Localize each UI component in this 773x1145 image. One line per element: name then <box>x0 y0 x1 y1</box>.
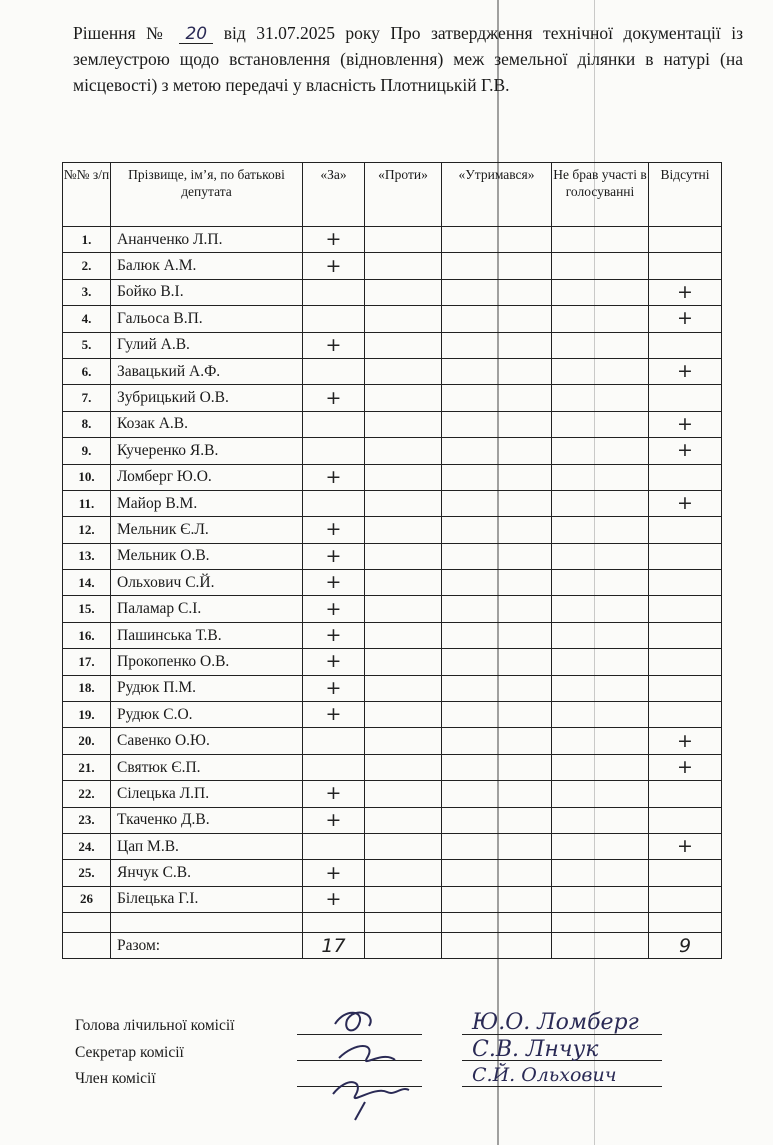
row-number: 10. <box>63 464 111 490</box>
table-row <box>63 860 722 886</box>
row-number: 4. <box>63 306 111 332</box>
vote-mark-for: + <box>303 886 365 912</box>
table-row-total <box>63 933 722 959</box>
vote-cell-for <box>303 358 365 384</box>
deputy-name: Завацький А.Ф. <box>111 358 303 384</box>
vote-cell-against <box>365 754 442 780</box>
col-header-abstain: «Утримався» <box>442 163 552 227</box>
vote-cell-novote <box>552 570 649 596</box>
table-row <box>63 385 722 411</box>
decision-number: 20 <box>179 25 213 44</box>
vote-cell-novote <box>552 833 649 859</box>
vote-cell-against <box>365 490 442 516</box>
vote-cell-absent <box>649 570 722 596</box>
deputy-name: Бойко В.І. <box>111 279 303 305</box>
col-header-against: «Проти» <box>365 163 442 227</box>
row-number: 17. <box>63 649 111 675</box>
vote-cell-absent <box>649 227 722 253</box>
vote-cell-novote <box>552 728 649 754</box>
vote-cell-against <box>365 385 442 411</box>
vote-cell-against <box>365 358 442 384</box>
vote-cell-novote <box>552 490 649 516</box>
deputy-name: Рудюк П.М. <box>111 675 303 701</box>
vote-cell-absent <box>649 464 722 490</box>
table-row <box>63 702 722 728</box>
vote-mark-for: + <box>303 781 365 807</box>
vote-cell-novote <box>552 886 649 912</box>
total-absent: 9 <box>649 933 722 959</box>
vote-mark-absent: + <box>649 728 722 754</box>
vote-cell-against <box>365 253 442 279</box>
table-row <box>63 227 722 253</box>
vote-cell-novote <box>552 464 649 490</box>
col-header-for: «За» <box>303 163 365 227</box>
deputy-name: Янчук С.В. <box>111 860 303 886</box>
col-header-no: №№ з/п <box>63 163 111 227</box>
deputy-name: Прокопенко О.В. <box>111 649 303 675</box>
vote-cell-for <box>303 411 365 437</box>
sig-name-member: С.Й. Ольхович <box>472 1064 617 1086</box>
vote-mark-for: + <box>303 385 365 411</box>
vote-mark-absent: + <box>649 754 722 780</box>
row-number: 1. <box>63 227 111 253</box>
table-row <box>63 675 722 701</box>
vote-mark-for: + <box>303 517 365 543</box>
row-number: 3. <box>63 279 111 305</box>
vote-mark-absent: + <box>649 833 722 859</box>
vote-cell-abstain <box>442 543 552 569</box>
vote-cell-absent <box>649 702 722 728</box>
vote-cell-abstain <box>442 570 552 596</box>
vote-cell-abstain <box>442 833 552 859</box>
decision-header <box>73 20 743 98</box>
row-number: 14. <box>63 570 111 596</box>
vote-cell-abstain <box>442 332 552 358</box>
table-row <box>63 886 722 912</box>
vote-mark-absent: + <box>649 279 722 305</box>
vote-cell-against <box>365 728 442 754</box>
sig-name-chair: Ю.О. Ломберг <box>472 1010 639 1035</box>
table-row <box>63 517 722 543</box>
sig-role-chair: Голова лічильної комісії <box>75 1017 235 1034</box>
vote-mark-for: + <box>303 543 365 569</box>
vote-cell-abstain <box>442 279 552 305</box>
vote-cell-abstain <box>442 596 552 622</box>
vote-cell-against <box>365 596 442 622</box>
vote-mark-absent: + <box>649 438 722 464</box>
handwritten-signature <box>325 1006 415 1124</box>
table-row <box>63 570 722 596</box>
deputy-name: Ткаченко Д.В. <box>111 807 303 833</box>
vote-mark-for: + <box>303 253 365 279</box>
deputy-name: Козак А.В. <box>111 411 303 437</box>
row-number: 19. <box>63 702 111 728</box>
sig-role-member: Член комісії <box>75 1070 156 1087</box>
row-number: 6. <box>63 358 111 384</box>
vote-cell-abstain <box>442 702 552 728</box>
vote-mark-for: + <box>303 807 365 833</box>
vote-mark-for: + <box>303 464 365 490</box>
deputy-name: Пашинська Т.В. <box>111 622 303 648</box>
vote-cell-absent <box>649 543 722 569</box>
row-number: 16. <box>63 622 111 648</box>
vote-mark-for: + <box>303 649 365 675</box>
row-number: 2. <box>63 253 111 279</box>
vote-cell-absent <box>649 781 722 807</box>
vote-cell-abstain <box>442 860 552 886</box>
vote-cell-against <box>365 833 442 859</box>
table-row <box>63 358 722 384</box>
row-number: 20. <box>63 728 111 754</box>
vote-cell-against <box>365 860 442 886</box>
deputy-name: Кучеренко Я.В. <box>111 438 303 464</box>
vote-cell-against <box>365 306 442 332</box>
vote-cell-abstain <box>442 675 552 701</box>
row-number: 25. <box>63 860 111 886</box>
vote-cell-against <box>365 702 442 728</box>
vote-cell-absent <box>649 807 722 833</box>
table-row <box>63 622 722 648</box>
vote-mark-absent: + <box>649 358 722 384</box>
vote-cell-abstain <box>442 306 552 332</box>
vote-cell-abstain <box>442 649 552 675</box>
vote-cell-abstain <box>442 253 552 279</box>
vote-cell-abstain <box>442 622 552 648</box>
vote-cell-against <box>365 543 442 569</box>
vote-cell-abstain <box>442 728 552 754</box>
deputy-name: Ананченко Л.П. <box>111 227 303 253</box>
vote-mark-for: + <box>303 596 365 622</box>
vote-cell-novote <box>552 649 649 675</box>
vote-mark-for: + <box>303 332 365 358</box>
row-number: 8. <box>63 411 111 437</box>
row-number: 12. <box>63 517 111 543</box>
table-body <box>63 227 722 913</box>
vote-cell-absent <box>649 596 722 622</box>
vote-cell-absent <box>649 332 722 358</box>
row-number: 9. <box>63 438 111 464</box>
table-row <box>63 728 722 754</box>
vote-cell-against <box>365 807 442 833</box>
vote-cell-novote <box>552 702 649 728</box>
vote-cell-against <box>365 411 442 437</box>
deputy-name: Балюк А.М. <box>111 253 303 279</box>
vote-cell-for <box>303 279 365 305</box>
table-row <box>63 596 722 622</box>
vote-cell-novote <box>552 279 649 305</box>
row-number: 11. <box>63 490 111 516</box>
row-number: 13. <box>63 543 111 569</box>
table-row <box>63 649 722 675</box>
vote-cell-against <box>365 517 442 543</box>
table-row <box>63 490 722 516</box>
vote-cell-against <box>365 622 442 648</box>
vote-cell-absent <box>649 253 722 279</box>
vote-cell-against <box>365 570 442 596</box>
vote-cell-abstain <box>442 227 552 253</box>
table-row <box>63 807 722 833</box>
vote-cell-against <box>365 464 442 490</box>
deputy-name: Білецька Г.І. <box>111 886 303 912</box>
deputy-name: Ломберг Ю.О. <box>111 464 303 490</box>
table-row <box>63 411 722 437</box>
vote-mark-for: + <box>303 702 365 728</box>
vote-cell-abstain <box>442 517 552 543</box>
vote-cell-absent <box>649 517 722 543</box>
vote-cell-against <box>365 781 442 807</box>
vote-mark-for: + <box>303 227 365 253</box>
deputy-name: Майор В.М. <box>111 490 303 516</box>
voting-table <box>62 162 722 959</box>
vote-cell-abstain <box>442 385 552 411</box>
vote-cell-absent <box>649 886 722 912</box>
vote-cell-for <box>303 728 365 754</box>
total-label: Разом: <box>111 933 303 959</box>
vote-cell-against <box>365 438 442 464</box>
vote-cell-absent <box>649 860 722 886</box>
vote-cell-novote <box>552 438 649 464</box>
vote-cell-abstain <box>442 411 552 437</box>
vote-mark-absent: + <box>649 306 722 332</box>
sig-name-secretary: С.В. Лнчук <box>472 1037 599 1062</box>
vote-cell-for <box>303 438 365 464</box>
table-row <box>63 781 722 807</box>
table-row <box>63 464 722 490</box>
deputy-name: Гулий А.В. <box>111 332 303 358</box>
deputy-name: Савенко О.Ю. <box>111 728 303 754</box>
name-line <box>462 1086 662 1087</box>
vote-cell-novote <box>552 807 649 833</box>
vote-cell-absent <box>649 649 722 675</box>
deputy-name: Цап М.В. <box>111 833 303 859</box>
vote-cell-for <box>303 490 365 516</box>
vote-cell-novote <box>552 358 649 384</box>
vote-cell-absent <box>649 675 722 701</box>
vote-cell-novote <box>552 411 649 437</box>
vote-cell-novote <box>552 622 649 648</box>
vote-mark-absent: + <box>649 490 722 516</box>
vote-cell-novote <box>552 385 649 411</box>
total-for: 17 <box>303 933 365 959</box>
table-row <box>63 279 722 305</box>
vote-cell-for <box>303 306 365 332</box>
vote-cell-absent <box>649 622 722 648</box>
deputy-name: Рудюк С.О. <box>111 702 303 728</box>
vote-cell-abstain <box>442 807 552 833</box>
vote-cell-novote <box>552 781 649 807</box>
vote-cell-for <box>303 754 365 780</box>
table-row <box>63 754 722 780</box>
vote-mark-for: + <box>303 622 365 648</box>
table-row <box>63 833 722 859</box>
row-number: 22. <box>63 781 111 807</box>
row-number: 24. <box>63 833 111 859</box>
deputy-name: Гальоса В.П. <box>111 306 303 332</box>
vote-cell-abstain <box>442 490 552 516</box>
sig-role-secretary: Секретар комісії <box>75 1044 184 1061</box>
decision-prefix: Рішення № <box>73 23 169 43</box>
vote-cell-novote <box>552 332 649 358</box>
deputy-name: Паламар С.І. <box>111 596 303 622</box>
vote-cell-against <box>365 886 442 912</box>
vote-mark-for: + <box>303 570 365 596</box>
vote-cell-absent <box>649 385 722 411</box>
row-number: 21. <box>63 754 111 780</box>
row-number: 7. <box>63 385 111 411</box>
vote-cell-novote <box>552 306 649 332</box>
table-row <box>63 253 722 279</box>
vote-cell-against <box>365 279 442 305</box>
row-number: 18. <box>63 675 111 701</box>
vote-cell-abstain <box>442 438 552 464</box>
vote-cell-abstain <box>442 358 552 384</box>
vote-cell-novote <box>552 517 649 543</box>
table-row <box>63 332 722 358</box>
deputy-name: Святюк Є.П. <box>111 754 303 780</box>
vote-cell-novote <box>552 754 649 780</box>
vote-cell-against <box>365 649 442 675</box>
deputy-name: Ольхович С.Й. <box>111 570 303 596</box>
table-row <box>63 306 722 332</box>
vote-cell-novote <box>552 675 649 701</box>
decision-text: від 31.07.2025 року Про затвердження технічної документації із землеустрою щодо встановлення (відновлення) меж земельної ділянки в натурі (на місцевості) з метою передачі у власність Плотницькій Г.В. <box>73 23 744 95</box>
vote-cell-novote <box>552 596 649 622</box>
vote-cell-novote <box>552 227 649 253</box>
deputy-name: Мельник О.В. <box>111 543 303 569</box>
vote-mark-absent: + <box>649 411 722 437</box>
vote-mark-for: + <box>303 860 365 886</box>
row-number: 5. <box>63 332 111 358</box>
row-number: 26 <box>63 886 111 912</box>
vote-cell-abstain <box>442 781 552 807</box>
deputy-name: Мельник Є.Л. <box>111 517 303 543</box>
vote-cell-abstain <box>442 754 552 780</box>
row-number: 23. <box>63 807 111 833</box>
vote-cell-novote <box>552 543 649 569</box>
deputy-name: Зубрицький О.В. <box>111 385 303 411</box>
table-row <box>63 543 722 569</box>
table-row-blank <box>63 913 722 933</box>
vote-cell-against <box>365 675 442 701</box>
vote-cell-for <box>303 833 365 859</box>
vote-cell-novote <box>552 253 649 279</box>
row-number: 15. <box>63 596 111 622</box>
vote-cell-against <box>365 227 442 253</box>
table-row <box>63 438 722 464</box>
vote-cell-abstain <box>442 886 552 912</box>
vote-cell-against <box>365 332 442 358</box>
col-header-novote: Не брав участі в голосуванні <box>552 163 649 227</box>
vote-cell-novote <box>552 860 649 886</box>
vote-cell-abstain <box>442 464 552 490</box>
col-header-name: Прізвище, ім’я, по батькові депутата <box>111 163 303 227</box>
vote-mark-for: + <box>303 675 365 701</box>
deputy-name: Сілецька Л.П. <box>111 781 303 807</box>
col-header-absent: Відсутні <box>649 163 722 227</box>
